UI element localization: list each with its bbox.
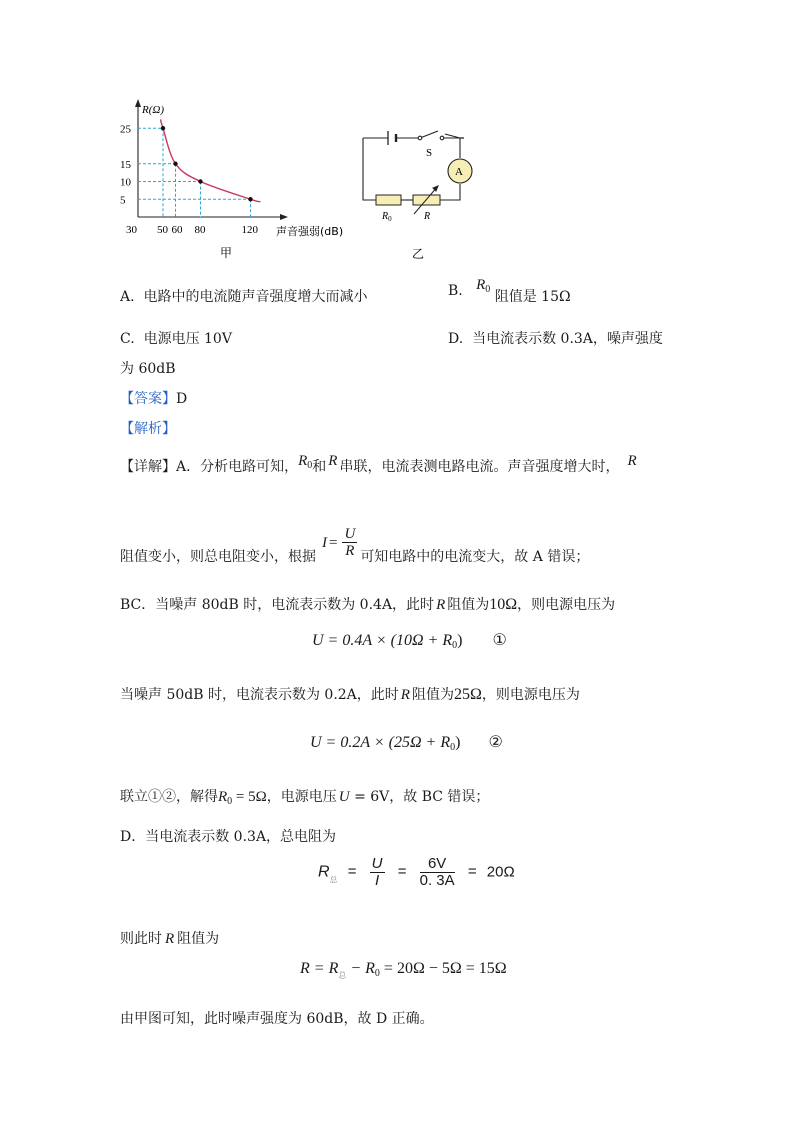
- answer-label: 【答案】: [120, 391, 176, 407]
- ammeter-label: A: [455, 166, 463, 178]
- answer-line: [120, 388, 187, 408]
- detail-paragraph-3: [120, 594, 615, 614]
- equation-1-end: ): [457, 632, 463, 649]
- detail-label: 【详解】: [120, 459, 176, 475]
- option-c-letter: C.: [120, 331, 135, 347]
- detail-paragraph-6: [120, 826, 336, 846]
- equation-3-sub: 总: [329, 875, 338, 885]
- option-d: [448, 328, 663, 348]
- y-tick-label: 10: [120, 176, 131, 189]
- equation-4-sub-total: 总: [338, 971, 347, 980]
- r0-label: $R_0$: [382, 211, 392, 223]
- x-tick-label: 60: [171, 224, 183, 236]
- equation-2-end: ): [455, 734, 461, 751]
- detail-p3-value: 10Ω: [489, 596, 518, 613]
- switch-label: S: [426, 147, 433, 159]
- equation-3-lhs: R: [318, 863, 330, 881]
- detail-p7-text-b: 阻值为: [177, 931, 220, 947]
- option-a: [120, 286, 367, 306]
- detail-p3-text-b: 阻值为: [447, 597, 490, 613]
- x-axis-label: 声音强弱(dB): [276, 225, 344, 238]
- analysis-label: 【解析】: [120, 421, 176, 437]
- option-d-text-1: 当电流表示数 0.3A，噪声强度: [472, 331, 663, 347]
- x-tick-label: 30: [126, 224, 137, 236]
- resistor-r0: [376, 195, 401, 205]
- option-a-letter: A.: [120, 289, 135, 305]
- option-b-letter: B.: [448, 283, 463, 299]
- answer-value: D: [176, 391, 188, 407]
- equation-4-part-b: − R: [346, 960, 375, 977]
- equation-4-part-a: R = R: [300, 960, 339, 977]
- option-d-text-2: 为 60dB: [120, 361, 176, 377]
- detail-p1-r: R: [328, 453, 338, 469]
- detail-p4-text-b: 阻值为: [411, 687, 454, 703]
- option-d-letter: D.: [448, 331, 464, 347]
- detail-p5-text-a: 联立①②，解得: [120, 789, 218, 805]
- detail-p4-r: R: [400, 687, 410, 703]
- equation-3-fraction-2: $\frac{6V}{0. 3A}$: [419, 855, 455, 889]
- x-tick-label: 80: [194, 224, 206, 236]
- detail-p5-r0: $R_0$: [218, 789, 233, 807]
- detail-p5-r0-value: = 5Ω: [232, 789, 267, 805]
- y-tick-label: 25: [120, 123, 131, 136]
- detail-p3-text-c: ，则电源电压为: [517, 597, 616, 613]
- detail-p6-text: D．当电流表示数 0.3A，总电阻为: [120, 829, 337, 845]
- x-tick-label: 120: [241, 224, 258, 236]
- detail-p4-text-a: 当噪声 50dB 时，电流表示数为 0.2A，此时: [120, 687, 399, 703]
- battery-symbol: [388, 131, 396, 145]
- detail-p1-text-b: 和: [312, 459, 327, 475]
- equation-2-body: U = 0.2A × (25Ω + R: [310, 734, 451, 751]
- equation-3-eq3: =: [467, 863, 477, 881]
- y-tick-label: 15: [120, 158, 131, 171]
- equation-2-marker: ②: [488, 734, 503, 751]
- detail-paragraph-7: [120, 928, 219, 948]
- detail-paragraph-2: [120, 526, 590, 565]
- equation-3-fraction-1: $\frac{U}{I}$: [371, 855, 383, 889]
- equation-1-marker: ①: [492, 632, 507, 649]
- equation-4: [300, 960, 507, 981]
- equation-1: [312, 630, 507, 651]
- detail-p7-text-a: 则此时: [120, 931, 162, 947]
- equation-4-part-c: = 20Ω − 5Ω = 15Ω: [379, 960, 507, 977]
- detail-paragraph-8: [120, 1008, 434, 1028]
- circuit-wire-paths: [363, 138, 460, 200]
- chart-plot-area: [120, 99, 288, 236]
- equation-1-sub: 0: [452, 640, 458, 651]
- option-b-text: 阻值是 15Ω: [494, 289, 571, 305]
- detail-p7-r: R: [165, 931, 175, 947]
- detail-p3-r: R: [436, 597, 446, 613]
- option-c-text: 电源电压 10V: [143, 331, 232, 347]
- equation-4-sub-0: 0: [374, 968, 380, 979]
- r-label: R: [424, 211, 431, 222]
- detail-p5-text-c: ，电源电压: [266, 789, 337, 805]
- detail-p1-r-end: R: [627, 453, 637, 469]
- detail-p2-text-a: 阻值变小，则总电阻变小，根据: [120, 548, 316, 565]
- figure-yi-circuit: [358, 122, 508, 262]
- detail-p3-text-a: BC．当噪声 80dB 时，电流表示数为 0.4A，此时: [120, 597, 435, 613]
- detail-p5-text-d: = 6V，故 BC 错误；: [349, 789, 490, 805]
- ohm-law-fraction: $\frac{U}{R}$: [344, 526, 356, 559]
- detail-p8-text: 由甲图可知，此时噪声强度为 60dB，故 D 正确。: [120, 1011, 434, 1027]
- option-d-continued: [120, 358, 176, 378]
- option-c: [120, 328, 232, 348]
- y-tick-label: 5: [120, 194, 126, 207]
- figure-caption-jia: 甲: [220, 246, 233, 260]
- detail-paragraph-5: [120, 786, 489, 807]
- detail-p1-text-c: 串联，电流表测电路电流。声音强度增大时，: [339, 459, 620, 475]
- data-point: [161, 126, 165, 130]
- figure-caption-yi: 乙: [412, 247, 425, 261]
- ohm-law-i: I: [322, 534, 327, 551]
- data-point: [248, 197, 252, 201]
- y-axis-arrow: [135, 99, 141, 107]
- equation-2-sub: 0: [450, 742, 456, 753]
- x-axis-arrow: [280, 214, 288, 220]
- equation-3-eq1: =: [347, 863, 357, 881]
- option-b-symbol: $R_0$: [476, 277, 491, 295]
- data-point: [173, 162, 177, 166]
- option-a-text: 电路中的电流随声音强度增大而减小: [143, 289, 368, 305]
- ohm-law-eq: =: [329, 534, 338, 551]
- switch-symbol: [418, 131, 444, 140]
- equation-1-body: U = 0.4A × (10Ω + R: [312, 632, 453, 649]
- detail-p1-r0: $R_0$: [298, 453, 313, 471]
- data-point: [198, 179, 202, 183]
- equation-3: [318, 856, 515, 889]
- option-b: [448, 277, 571, 305]
- detail-p4-value: 25Ω: [453, 686, 482, 703]
- y-axis-label: R(Ω): [142, 104, 164, 116]
- analysis-line: [120, 418, 176, 438]
- detail-p2-text-b: 可知电路中的电流变大，故 A 错误；: [360, 548, 590, 565]
- figure-jia-chart: [110, 95, 350, 270]
- x-tick-label: 50: [157, 224, 168, 236]
- detail-p1-text-a: A．分析电路可知，: [176, 459, 299, 475]
- detail-paragraph-4: [120, 684, 580, 704]
- detail-p4-text-c: ，则电源电压为: [481, 687, 580, 703]
- detail-paragraph-1: [120, 453, 637, 477]
- equation-3-eq2: =: [397, 863, 407, 881]
- equation-3-result: 20Ω: [486, 863, 515, 881]
- equation-2: [310, 732, 503, 753]
- detail-p5-u: U: [338, 789, 350, 805]
- circuit-wires: [363, 134, 464, 138]
